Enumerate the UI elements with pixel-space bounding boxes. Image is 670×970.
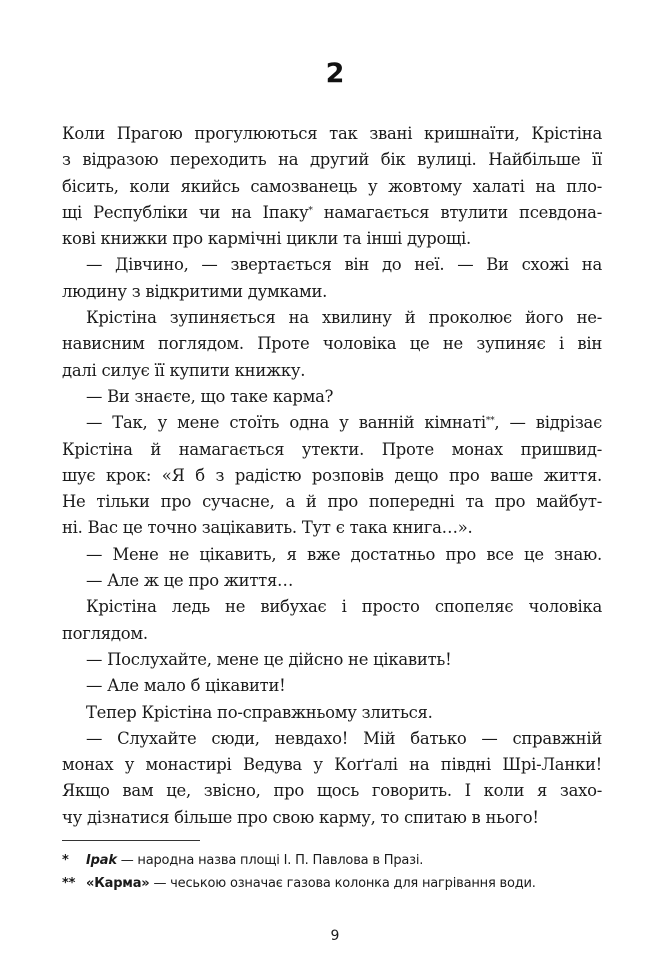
- text-line: Крістіна ледь не вибухає і просто спопеляє чоловіка: [86, 597, 602, 617]
- footnote: [62, 872, 602, 895]
- footnote-divider: [62, 840, 200, 841]
- text-line: — Але мало б цікавити!: [86, 676, 286, 696]
- footnote-ref: **: [485, 416, 495, 427]
- page-number: 9: [330, 928, 340, 944]
- text-line: Крістіна зупиняється на хвилину й проколює його не-: [86, 308, 602, 328]
- text-line: — Дівчино, — звертається він до неї. — Ви схожі на: [86, 255, 602, 275]
- footnote-term: «Карма»: [86, 876, 150, 891]
- text-line: людину з відкритими думками.: [62, 281, 328, 301]
- text-line: Коли Прагою прогулюються так звані кришнаїти, Крістіна: [62, 124, 602, 143]
- text-line: бісить, коли якийсь самозванець у жовтому халаті на пло-: [62, 176, 602, 196]
- text-line: [62, 200, 602, 226]
- footnote-ref: *: [308, 205, 313, 216]
- footnote-text: — народна назва площі І. П. Павлова в Празі.: [120, 853, 424, 868]
- text-line: з відразою переходить на другий бік вулиці. Найбільше її: [62, 150, 602, 170]
- text-line: — Мене не цікавить, я вже достатньо про все це знаю.: [86, 544, 602, 564]
- text-line: — Ви знаєте, що таке карма?: [86, 386, 334, 406]
- footnote-mark: *: [62, 853, 69, 868]
- text-line-end: , — відрізає: [494, 413, 602, 433]
- text-line: Тепер Крістіна по-справжньому злиться.: [86, 702, 433, 722]
- footnote-mark: **: [62, 876, 76, 891]
- footnotes: [62, 849, 602, 895]
- chapter-number: 2: [325, 58, 345, 89]
- text-line: [62, 410, 602, 436]
- text-line: ні. Вас це точно зацікавить. Тут є така книга…».: [62, 518, 473, 538]
- text-line: шує крок: «Я б з радістю розповів дещо про ваше життя.: [62, 465, 602, 485]
- footnote: [62, 849, 602, 872]
- text-line: Не тільки про сучасне, а й про попередні та про майбут-: [62, 492, 602, 512]
- text-line: далі силує її купити книжку.: [62, 360, 306, 380]
- text-line: кові книжки про кармічні цикли та інші дурощі.: [62, 229, 471, 249]
- body-text: [62, 121, 602, 831]
- text-line: нависним поглядом. Проте чоловіка це не зупиняє і він: [62, 334, 602, 354]
- text-line: Крістіна й намагається утекти. Проте монах пришвид-: [62, 439, 602, 459]
- footnote-text: — чеською означає газова колонка для нагрівання води.: [153, 876, 536, 891]
- text-line: — Послухайте, мене це дійсно не цікавить!: [86, 649, 452, 669]
- text-line: монах у монастирі Ведува у Коґґалі на півдні Шрі-Ланки!: [62, 755, 602, 775]
- text-line: Якщо вам це, звісно, про щось говорить. І коли я захо-: [62, 781, 602, 801]
- text-line: поглядом.: [62, 623, 148, 643]
- text-line-start: — Так, у мене стоїть одна у ванній кімнаті: [86, 413, 486, 433]
- footnote-term: Іpak: [86, 853, 117, 868]
- text-line: — Але ж це про життя…: [86, 571, 294, 591]
- text-line: — Слухайте сюди, невдахо! Мій батько — справжній: [86, 728, 602, 748]
- text-line-end: намагається втулити псевдона-: [323, 202, 602, 222]
- text-line: чу дізнатися більше про свою карму, то спитаю в нього!: [62, 807, 539, 827]
- text-line-start: щі Республіки чи на Іпаку: [62, 202, 309, 222]
